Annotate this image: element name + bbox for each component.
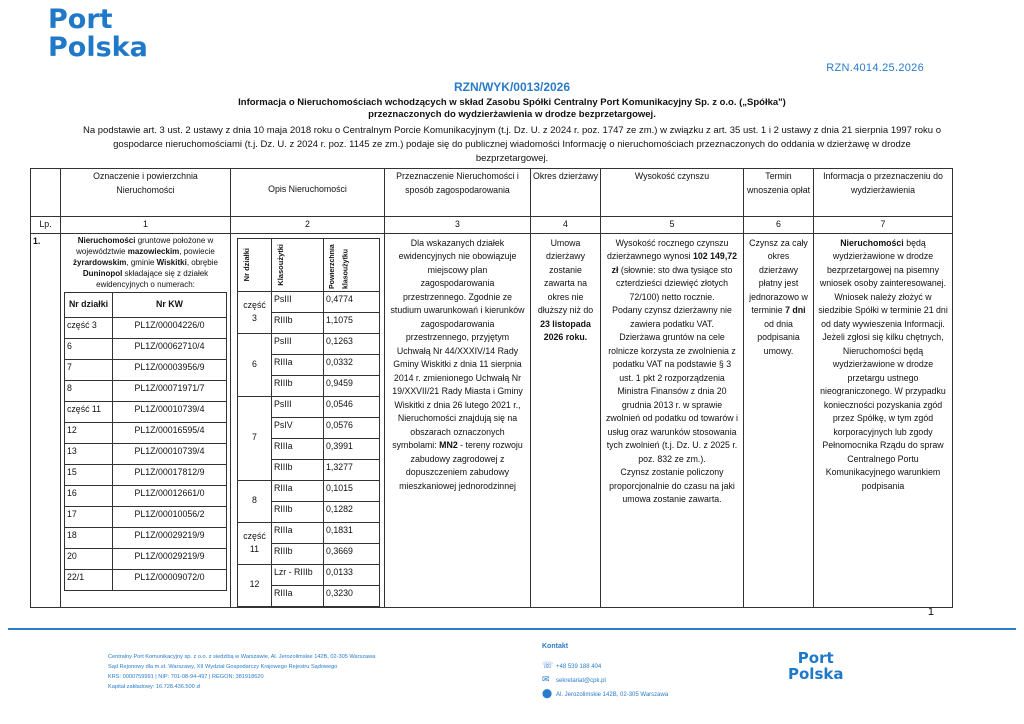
footer-logo — [788, 650, 843, 682]
contact-email: sekretariat@cpk.pl — [556, 678, 606, 684]
purpose-text: Dla wskazanych działek ewidencyjnych nie obowiązuje miejscowy plan zagospodarowania przestrzennego. Zgodnie ze studium uwarunkowań i kierunków zagospodarowania przestrzennego, przyjętym Uchwałą Nr 44/XXXIV/14 Rady Gminy Wiskitki z dnia 11 sierpnia 2014 r. zmienionego Uchwałą Nr 19/XXVII/21 Rady Miasta i Gminy Wiskitki z dnia 26 lutego 2021 r., Nieruchomości znajdują się na obszarach oznaczonych symbolami: — [390, 237, 525, 450]
parcel-row — [65, 422, 227, 443]
footer-line-1: Centralny Port Komunikacyjny sp. z o.o. z siedzibą w Warszawie, Al. Jerozolimskie 142B, 02-305 Warszawa — [108, 654, 376, 660]
class-parcel-number: 7 — [238, 396, 272, 480]
header-purpose: Przeznaczenie Nieruchomości i sposób zagospodarowania — [385, 169, 531, 217]
parcel-number: 20 — [65, 548, 113, 569]
land-class-area: 0,1282 — [324, 501, 380, 522]
parcel-row — [65, 464, 227, 485]
parcel-land-register: PL1Z/00062710/4 — [113, 338, 227, 359]
rent-text-b: (słownie: sto dwa tysiące sto czterdzieści dziewięć złotych 72/100) netto rocznie. — [616, 264, 733, 302]
parcel-number: część 11 — [65, 401, 113, 422]
description-cell — [231, 233, 385, 607]
lp-label: Lp. — [31, 217, 61, 234]
land-class: RIIIa — [272, 480, 324, 501]
land-class-area: 0,1831 — [324, 522, 380, 543]
parcel-land-register: PL1Z/00029219/9 — [113, 548, 227, 569]
reference-number: RZN.4014.25.2026 — [826, 62, 924, 74]
designation-cell — [61, 233, 231, 607]
header-lease-info: Informacja o przeznaczeniu do wydzierżawienia — [814, 169, 953, 217]
footer-logo-line-1: Port — [797, 649, 834, 667]
class-parcel-number: część 11 — [238, 522, 272, 564]
payment-text-a: Czynsz za cały okres dzierżawy płatny jest jednorazowo w terminie — [749, 237, 808, 315]
title-line-1: Informacja o Nieruchomościach wchodzących w skład Zasobu Spółki Centralny Port Komunikacyjny Sp. z o.o. („Spółka") — [238, 97, 786, 108]
land-class: PsIII — [272, 333, 324, 354]
rent-vat-note: Podany czynsz dzierżawny nie zawiera podatku VAT. — [612, 305, 732, 329]
land-classes-table — [237, 238, 380, 607]
parcel-row — [65, 506, 227, 527]
parcel-row — [65, 527, 227, 548]
land-class-area: 0,0133 — [324, 564, 380, 585]
col-number-7: 7 — [814, 217, 953, 234]
land-class: PsIII — [272, 396, 324, 417]
land-class-area: 0,0576 — [324, 417, 380, 438]
parcel-land-register: PL1Z/00004226/0 — [113, 317, 227, 338]
contact-address-row — [542, 688, 668, 699]
land-class: RIIIb — [272, 312, 324, 333]
rent-proportional-note: Czynsz zostanie policzony proporcjonalnie do czasu na jaki umowa zostanie zawarta. — [609, 467, 735, 504]
parcels-header-kw: Nr KW — [113, 292, 227, 317]
land-class-area: 0,3669 — [324, 543, 380, 564]
contact-address: Al. Jerozolimskie 142B, 02-305 Warszawa — [556, 692, 669, 698]
purpose-cell — [385, 233, 531, 607]
designation-intro: Nieruchomości gruntowe położone w województwie mazowieckim, powiecie żyrardowskim, gminie Wiskitki, obrębie Duninopol składające się z działek ewidencyjnych o numerach: — [73, 235, 218, 289]
parcels-header-nr: Nr działki — [65, 292, 113, 317]
logo-line-1: Port — [48, 4, 113, 35]
parcel-row — [65, 359, 227, 380]
payment-days: 7 dni — [785, 305, 806, 315]
contact-phone-row — [542, 660, 601, 671]
title-line-2: przeznaczonych do wydzierżawienia w drodze bezprzetargowej. — [368, 109, 656, 120]
land-class: RIIIa — [272, 522, 324, 543]
parcel-row — [65, 380, 227, 401]
rent-exemption-note: Dzierżawa gruntów na cele rolnicze korzysta ze zwolnienia z podatku VAT na podstawie § 3 ust. 1 pkt 2 rozporządzenia Ministra Finansów z dnia 20 grudnia 2013 r. w sprawie zwolnień od podatku od towarów i usług oraz warunków stosowania tych zwolnień (t.j. Dz. U. z 2025 r. poz. 832 ze zm.). — [605, 332, 739, 464]
parcel-number: 7 — [65, 359, 113, 380]
parcel-number: 18 — [65, 527, 113, 548]
land-class-row — [238, 291, 380, 312]
land-class-row — [238, 480, 380, 501]
land-class-row — [238, 522, 380, 543]
properties-table — [30, 168, 953, 608]
land-class-area: 1,3277 — [324, 459, 380, 480]
footer-line-3: KRS: 0000759991 | NIP: 701-08-94-497 | REGON: 381918620 — [108, 674, 264, 680]
land-class: RIIIa — [272, 585, 324, 606]
rent-text-a: Wysokość rocznego czynszu dzierżawnego wynosi — [606, 237, 729, 261]
contact-email-row — [542, 674, 606, 685]
intro-paragraph: Na podstawie art. 3 ust. 2 ustawy z dnia 10 maja 2018 roku o Centralnym Porcie Komunikacyjnym (t.j. Dz. U. z 2024 r. poz. 1747 ze zm.) w związku z art. 35 ust. 1 i 2 ustawy z dnia 21 sierpnia 1997 roku o gospodarce nieruchomościami (t.j. Dz. U. z 2024 r. poz. 1145 ze zm.) podaje się do publicznej wiadomości Informację o nieruchomościach przeznaczonych do oddania w dzierżawę w drodze bezprzetargowej. — [82, 125, 942, 164]
parcel-row — [65, 317, 227, 338]
col-number-5: 5 — [601, 217, 744, 234]
land-class: Lzr - RIIIb — [272, 564, 324, 585]
col-number-1: 1 — [61, 217, 231, 234]
parcels-table — [64, 292, 227, 591]
header-description: Opis Nieruchomości — [231, 169, 385, 217]
land-class: RIIIb — [272, 501, 324, 522]
parcel-number: 17 — [65, 506, 113, 527]
payment-cell — [744, 233, 814, 607]
header-payment-date: Termin wnoszenia opłat — [744, 169, 814, 217]
col-number-3: 3 — [385, 217, 531, 234]
lease-period-text: Umowa dzierżawy zostanie zawarta na okres nie dłuższy niż do — [537, 237, 594, 315]
parcel-row — [65, 338, 227, 359]
parcel-land-register: PL1Z/00071971/7 — [113, 380, 227, 401]
col-number-4: 4 — [531, 217, 601, 234]
parcel-number: 12 — [65, 422, 113, 443]
land-class-area: 0,3230 — [324, 585, 380, 606]
land-class-area: 0,1015 — [324, 480, 380, 501]
header-lease-period: Okres dzierżawy — [531, 169, 601, 217]
col-number-6: 6 — [744, 217, 814, 234]
lease-period-cell — [531, 233, 601, 607]
logo-line-2: Polska — [48, 32, 148, 63]
parcel-number: 16 — [65, 485, 113, 506]
parcel-number: 13 — [65, 443, 113, 464]
row-lp: 1. — [31, 233, 61, 607]
parcel-land-register: PL1Z/00010739/4 — [113, 401, 227, 422]
parcel-land-register: PL1Z/00012661/0 — [113, 485, 227, 506]
page-number: 1 — [927, 606, 934, 618]
parcel-number: 6 — [65, 338, 113, 359]
land-class-row — [238, 333, 380, 354]
contact-title: Kontakt — [542, 643, 569, 650]
classes-header-class: Klasoużytki — [272, 238, 324, 291]
footer-logo-line-2: Polska — [788, 665, 844, 683]
parcel-land-register: PL1Z/00010056/2 — [113, 506, 227, 527]
lease-info-lead: Nieruchomości — [840, 237, 904, 248]
parcel-land-register: PL1Z/00016595/4 — [113, 422, 227, 443]
header-designation: Oznaczenie i powierzchnia Nieruchomości — [61, 169, 231, 217]
purpose-symbol: MN2 — [439, 440, 458, 450]
parcel-number: 22/1 — [65, 569, 113, 590]
payment-text-b: od dnia podpisania umowy. — [757, 318, 800, 356]
document-number: RZN/WYK/0013/2026 — [453, 80, 571, 94]
lease-info-text: będą wydzierżawione w drodze bezprzetargowej na pisemny wniosek osoby zainteresowanej. Wniosek należy złożyć w siedzibie Spółki w terminie 21 dni od daty wywieszenia Informacji. Jeżeli zgłosi się kilku chętnych, Nieruchomości będą wydzierżawione w drodze przetargu ustnego nieograniczonego. W przypadku konieczności pozyskania zgód przez Spółkę, w tym zgód korporacyjnych lub zgody Pełnomocnika Rządu do spraw Centralnego Portu Komunikacyjnego warunkiem podpisania — [818, 237, 948, 491]
footer-line-4: Kapitał zakładowy: 16.728.436.500 zł — [108, 684, 201, 690]
parcel-land-register: PL1Z/00009072/0 — [113, 569, 227, 590]
land-class-row — [238, 396, 380, 417]
land-class-area: 0,4774 — [324, 291, 380, 312]
parcel-row — [65, 569, 227, 590]
lease-info-cell — [814, 233, 953, 607]
contact-phone: +48 539 188 404 — [556, 664, 602, 670]
footer-line-2: Sąd Rejonowy dla m.st. Warszawy, XII Wydział Gospodarczy Krajowego Rejestru Sądowego — [108, 664, 338, 670]
land-class-area: 0,0332 — [324, 354, 380, 375]
parcel-land-register: PL1Z/00010739/4 — [113, 443, 227, 464]
col-number-2: 2 — [231, 217, 385, 234]
class-parcel-number: 12 — [238, 564, 272, 606]
document-title — [0, 97, 1024, 121]
land-class: PsIII — [272, 291, 324, 312]
parcel-land-register: PL1Z/00029219/9 — [113, 527, 227, 548]
classes-header-nr: Nr działki — [238, 238, 272, 291]
land-class: RIIIb — [272, 375, 324, 396]
location-pin-icon: ⬤ — [542, 688, 553, 698]
land-class-area: 0,3991 — [324, 438, 380, 459]
rent-amount: 102 149,72 zł — [611, 251, 738, 275]
header-lp-empty — [31, 169, 61, 217]
parcel-row — [65, 548, 227, 569]
class-parcel-number: 8 — [238, 480, 272, 522]
land-class-area: 0,9459 — [324, 375, 380, 396]
land-class: RIIIa — [272, 438, 324, 459]
lease-end-date: 23 listopada 2026 roku. — [540, 318, 591, 342]
parcel-number: część 3 — [65, 317, 113, 338]
land-class-row — [238, 564, 380, 585]
parcel-land-register: PL1Z/00017812/9 — [113, 464, 227, 485]
land-class-area: 0,1263 — [324, 333, 380, 354]
parcel-land-register: PL1Z/00003956/9 — [113, 359, 227, 380]
land-class: RIIIb — [272, 459, 324, 480]
parcel-row — [65, 401, 227, 422]
company-logo — [48, 6, 148, 62]
land-class: RIIIa — [272, 354, 324, 375]
classes-header-area: Powierzchnia klasoużytku — [324, 238, 380, 291]
parcel-row — [65, 485, 227, 506]
purpose-symbol-desc: - tereny rozwoju zabudowy zagrodowej z dopuszczeniem zabudowy mieszkaniowej jednorodzinnej — [399, 440, 523, 491]
mail-icon: ✉ — [542, 674, 550, 684]
header-rent: Wysokość czynszu — [601, 169, 744, 217]
land-class: PsIV — [272, 417, 324, 438]
land-class: RIIIb — [272, 543, 324, 564]
footer-divider — [8, 628, 1016, 630]
land-class-area: 0,0546 — [324, 396, 380, 417]
land-class-area: 1,1075 — [324, 312, 380, 333]
parcel-number: 8 — [65, 380, 113, 401]
rent-cell — [601, 233, 744, 607]
parcel-number: 15 — [65, 464, 113, 485]
company-footer — [108, 652, 375, 692]
parcel-row — [65, 443, 227, 464]
phone-icon: ☏ — [542, 660, 554, 670]
class-parcel-number: część 3 — [238, 291, 272, 333]
class-parcel-number: 6 — [238, 333, 272, 396]
